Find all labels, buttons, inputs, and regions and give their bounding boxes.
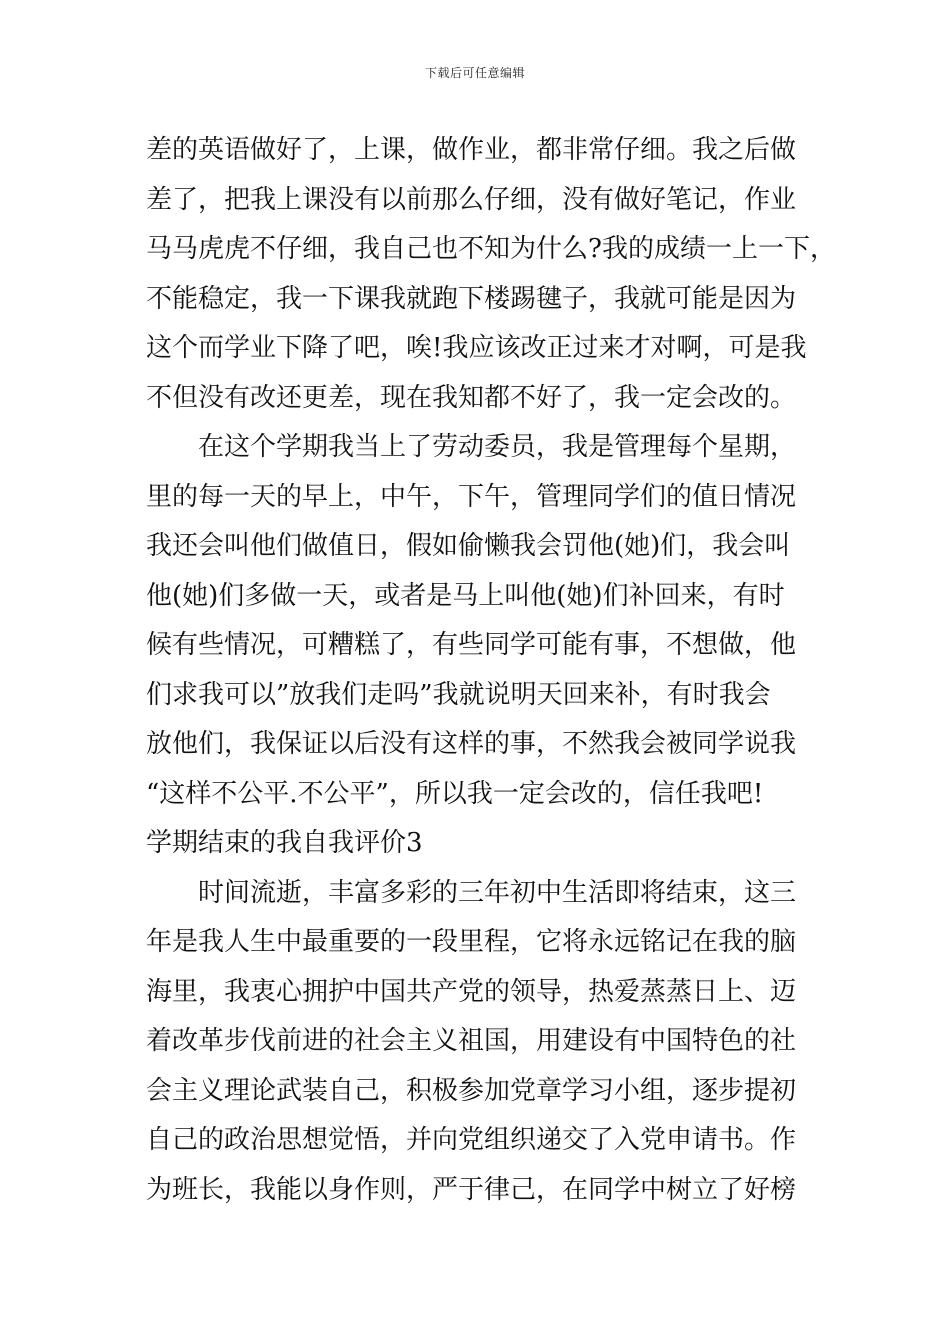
text-line: 不但没有改还更差，现在我知都不好了，我一定会改的。 bbox=[146, 382, 797, 413]
paragraph-start-line: 时间流逝，丰富多彩的三年初中生活即将结束，这三 bbox=[198, 877, 797, 908]
text-line: 会主义理论武装自己，积极参加党章学习小组，逐步提初 bbox=[146, 1075, 797, 1106]
text-line: 为班长，我能以身作则，严于律己，在同学中树立了好榜 bbox=[146, 1174, 797, 1205]
text-line: “这样不公平.不公平”，所以我一定会改的，信任我吧! bbox=[146, 778, 764, 809]
text-line: 我还会叫他们做值日，假如偷懒我会罚他(她)们，我会叫 bbox=[146, 531, 791, 561]
page-header: 下载后可任意编辑 bbox=[424, 66, 525, 80]
text-line: 年是我人生中最重要的一段里程，它将永远铭记在我的脑 bbox=[146, 927, 797, 957]
text-line: 海里，我衷心拥护中国共产党的领导，热爱蒸蒸日上、迈 bbox=[146, 976, 797, 1007]
text-line: 马马虎虎不仔细，我自己也不知为什么?我的成绩一上一下， bbox=[146, 234, 836, 264]
section-heading: 学期结束的我自我评价3 bbox=[146, 828, 423, 858]
text-line: 自己的政治思想觉悟，并向党组织递交了入党申请书。作 bbox=[146, 1125, 797, 1155]
text-line: 候有些情况，可糟糕了，有些同学可能有事，不想做，他 bbox=[146, 630, 797, 660]
text-line: 他(她)们多做一天，或者是马上叫他(她)们补回来，有时 bbox=[146, 580, 785, 611]
document-body bbox=[146, 126, 836, 1215]
text-line: 们求我可以”放我们走吗”我就说明天回来补，有时我会 bbox=[146, 679, 771, 710]
text-line: 不能稳定，我一下课我就跑下楼踢毽子，我就可能是因为 bbox=[146, 283, 797, 314]
text-line: 差了，把我上课没有以前那么仔细，没有做好笔记，作业 bbox=[146, 184, 797, 215]
text-line: 这个而学业下降了吧，唉!我应该改正过来才对啊，可是我 bbox=[146, 333, 807, 363]
text-line: 放他们，我保证以后没有这样的事，不然我会被同学说我 bbox=[146, 729, 797, 759]
text-line: 着改革步伐前进的社会主义祖国，用建设有中国特色的社 bbox=[146, 1026, 797, 1056]
text-line: 差的英语做好了，上课，做作业，都非常仔细。我之后做 bbox=[146, 135, 797, 165]
text-line: 里的每一天的早上，中午，下午，管理同学们的值日情况 bbox=[146, 481, 797, 512]
paragraph-start-line: 在这个学期我当上了劳动委员，我是管理每个星期， bbox=[198, 432, 797, 462]
